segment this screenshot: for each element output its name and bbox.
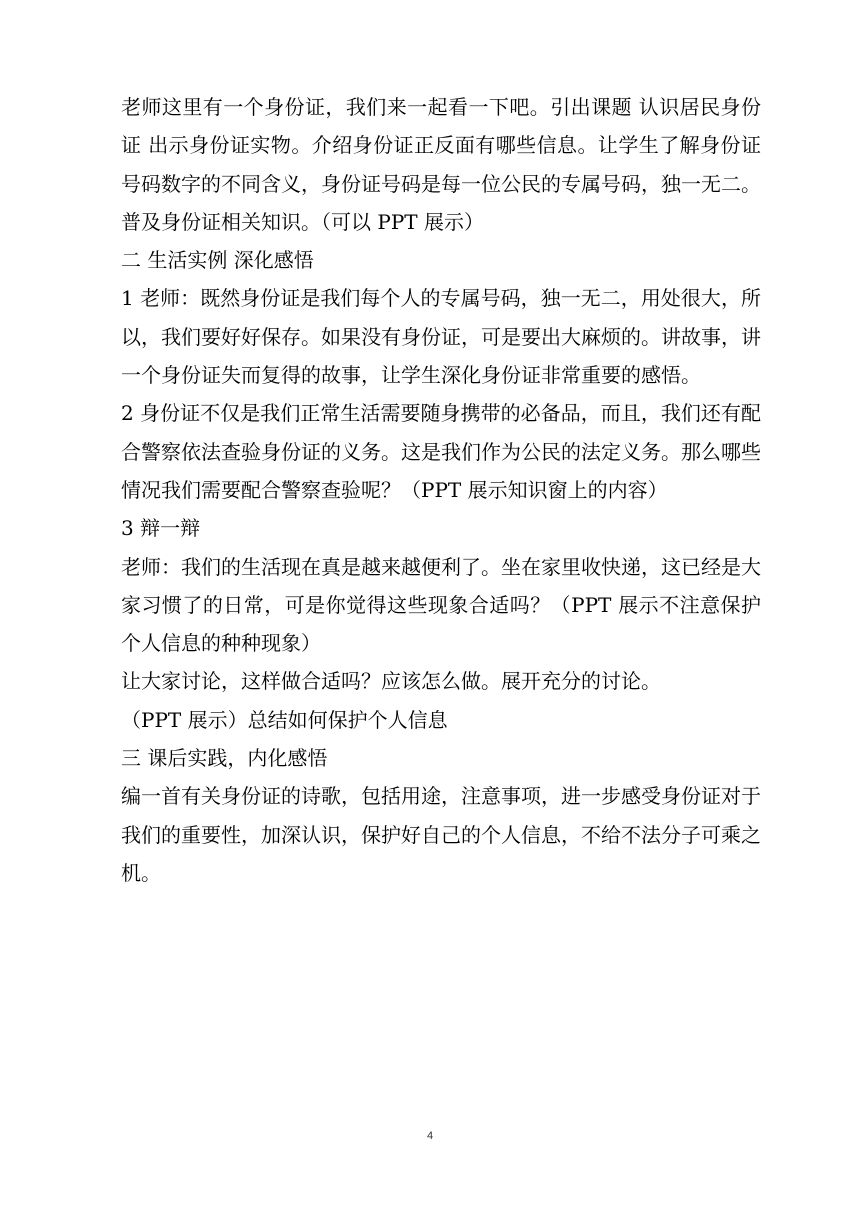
paragraph-item-3-heading: 3 辩一辩 xyxy=(121,516,201,541)
paragraph-intro: 老师这里有一个身份证，我们来一起看一下吧。引出课题 认识居民身份证 出示身份证实物。介绍身份证正反面有哪些信息。让学生了解身份证号码数字的不同含义，身份证号码是每一位公民的专属号码，独一无二。普及身份证相关知识。（可以 PPT 展示） xyxy=(121,95,761,234)
paragraph-teacher-quote: 老师：我们的生活现在真是越来越便利了。坐在家里收快递，这已经是大家习惯了的日常，可是你觉得这些现象合适吗？（PPT 展示不注意保护个人信息的种种现象） xyxy=(121,554,761,656)
paragraph-homework: 编一首有关身份证的诗歌，包括用途，注意事项，进一步感受身份证对于我们的重要性，加深认识，保护好自己的个人信息，不给不法分子可乘之机。 xyxy=(121,784,761,885)
paragraph-item-2: 2 身份证不仅是我们正常生活需要随身携带的必备品，而且，我们还有配合警察依法查验身份证的义务。这是我们作为公民的法定义务。那么哪些情况我们需要配合警察查验呢？（PPT 展示知识窗上的内容） xyxy=(121,401,761,502)
document-body xyxy=(121,88,761,892)
paragraph-summary: （PPT 展示）总结如何保护个人信息 xyxy=(121,707,448,732)
paragraph-discussion: 让大家讨论，这样做合适吗？应该怎么做。展开充分的讨论。 xyxy=(121,669,661,694)
section-heading-3: 三 课后实践，内化感悟 xyxy=(121,746,328,771)
section-heading-2: 二 生活实例 深化感悟 xyxy=(121,248,314,273)
page-number: 4 xyxy=(426,1130,434,1142)
paragraph-item-1: 1 老师：既然身份证是我们每个人的专属号码，独一无二，用处很大，所以，我们要好好保存。如果没有身份证，可是要出大麻烦的。讲故事，讲一个身份证失而复得的故事，让学生深化身份证非常重要的感悟。 xyxy=(121,286,761,388)
